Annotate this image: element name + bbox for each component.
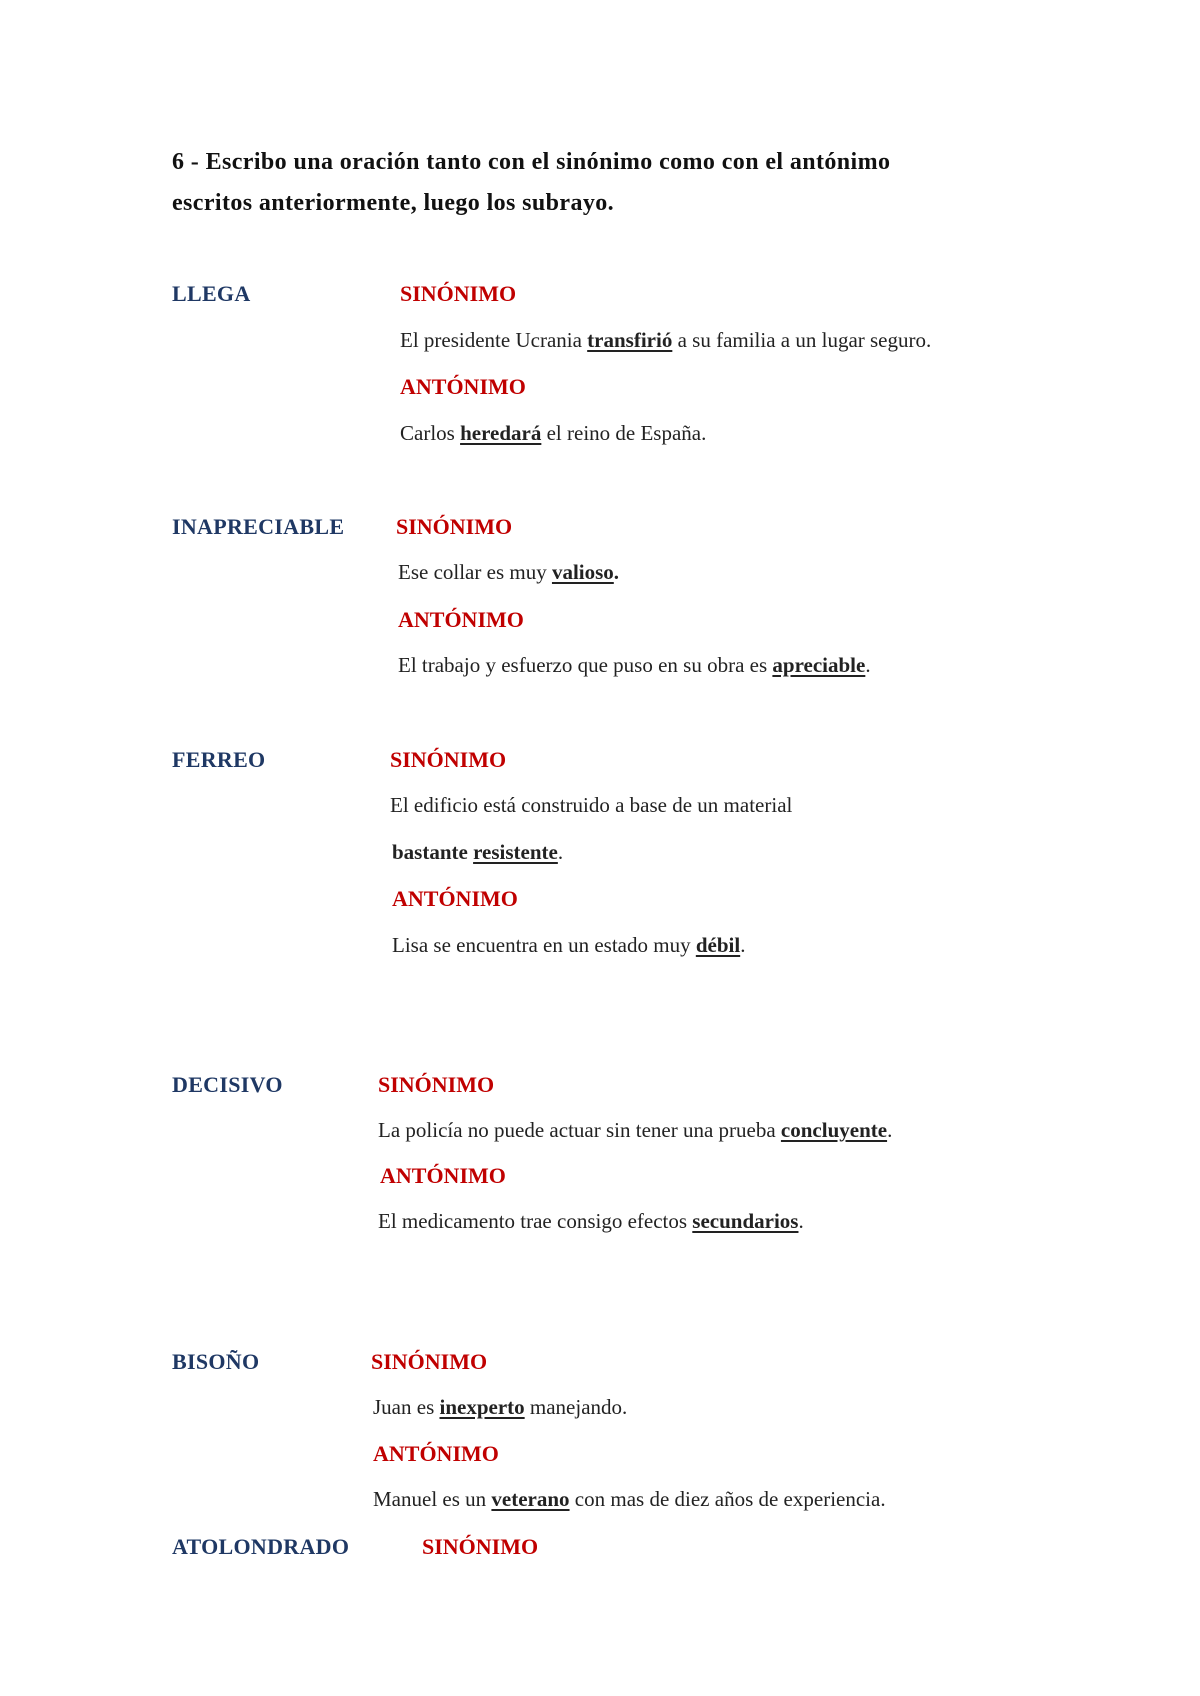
antonym-sentence: El medicamento trae consigo efectos secundarios. [378,1209,804,1233]
underlined-word: concluyente [780,1118,888,1142]
underlined-word: heredará [460,421,542,445]
entry-word-llega: LLEGA [172,281,251,306]
heading-line-2: escritos anteriormente, luego los subrayo. [172,190,615,216]
antonym-sentence: Carlos heredará el reino de España. [400,421,707,445]
underlined-word: valioso [551,560,614,584]
antonym-label: ANTÓNIMO [373,1441,499,1466]
entry-word-inapreciable: INAPRECIABLE [172,514,345,539]
synonym-label: SINÓNIMO [396,514,513,539]
antonym-label: ANTÓNIMO [392,886,518,911]
antonym-label: ANTÓNIMO [400,374,526,399]
synonym-sentence: El presidente Ucrania transfirió a su familia a un lugar seguro. [400,328,932,352]
antonym-sentence: Manuel es un veterano con mas de diez años de experiencia. [373,1487,886,1511]
synonym-sentence: Juan es inexperto manejando. [373,1395,628,1419]
underlined-word: apreciable [772,653,866,677]
synonym-sentence-line-2: bastante resistente. [392,840,564,864]
exercise-heading [172,142,1032,224]
antonym-label: ANTÓNIMO [398,607,524,632]
synonym-sentence-line-1: El edificio está construido a base de un material [390,793,793,817]
synonym-label: SINÓNIMO [371,1349,488,1374]
entry-word-decisivo: DECISIVO [172,1072,283,1097]
synonym-label: SINÓNIMO [422,1534,539,1559]
underlined-word: inexperto [439,1395,525,1419]
synonym-sentence: La policía no puede actuar sin tener una prueba concluyente. [378,1118,893,1142]
antonym-sentence: El trabajo y esfuerzo que puso en su obra es apreciable. [398,653,871,677]
synonym-label: SINÓNIMO [390,747,507,772]
antonym-sentence: Lisa se encuentra en un estado muy débil. [392,933,746,957]
antonym-label: ANTÓNIMO [380,1163,506,1188]
underlined-word: resistente [473,840,558,864]
underlined-word: débil [695,933,741,957]
entry-word-bisono: BISOÑO [172,1349,260,1374]
synonym-label: SINÓNIMO [400,281,517,306]
heading-line-1: 6 - Escribo una oración tanto con el sinónimo como con el antónimo [172,149,891,175]
entry-word-ferreo: FERREO [172,747,266,772]
synonym-sentence: Ese collar es muy valioso. [398,560,620,584]
underlined-word: transfirió [587,328,673,352]
synonym-label: SINÓNIMO [378,1072,495,1097]
entry-word-atolondrado: ATOLONDRADO [172,1534,350,1559]
underlined-word: veterano [491,1487,570,1511]
underlined-word: secundarios [692,1209,799,1233]
